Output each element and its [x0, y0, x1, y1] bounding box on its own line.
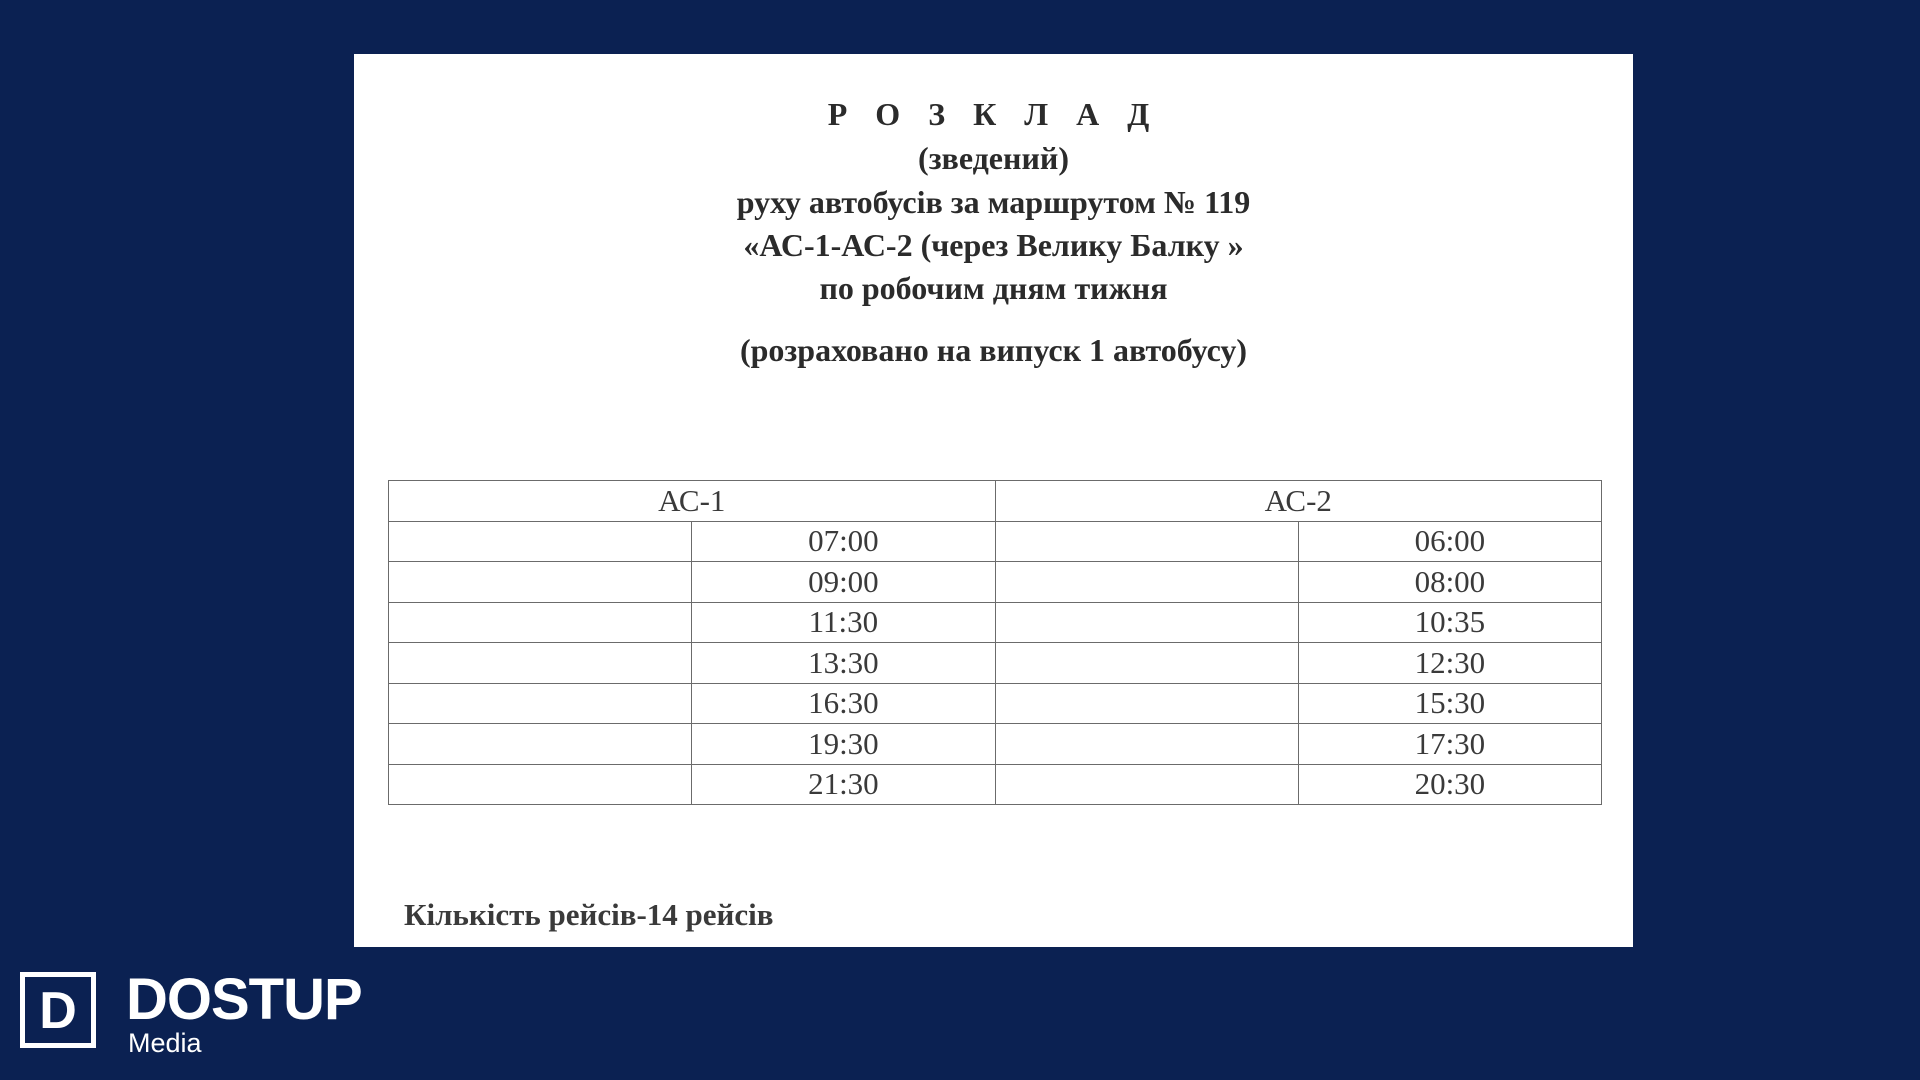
as2-time-cell: 15:30 — [1298, 683, 1601, 724]
column-header-as2: АС-2 — [995, 481, 1602, 522]
schedule-table — [388, 480, 1602, 805]
table-row — [389, 724, 1602, 765]
document-title: Р О З К Л А Д — [827, 96, 1160, 132]
table-cell-empty — [995, 724, 1298, 765]
table-row — [389, 643, 1602, 684]
logo-subtitle: Media — [128, 1028, 202, 1058]
as2-time-cell: 10:35 — [1298, 602, 1601, 643]
schedule-document — [354, 54, 1633, 947]
logo-letter-icon: D — [20, 972, 96, 1048]
as1-time-cell: 16:30 — [692, 683, 995, 724]
document-subtitle: (зведений) — [918, 140, 1069, 176]
route-description: руху автобусів за маршрутом № 119 — [736, 184, 1251, 220]
table-cell-empty — [995, 764, 1298, 805]
table-cell-empty — [995, 562, 1298, 603]
table-row — [389, 764, 1602, 805]
table-row — [389, 562, 1602, 603]
as1-time-cell: 21:30 — [692, 764, 995, 805]
as2-time-cell: 17:30 — [1298, 724, 1601, 765]
as1-time-cell: 13:30 — [692, 643, 995, 684]
table-cell-empty — [389, 562, 692, 603]
route-name: «АС-1-АС-2 (через Велику Балку » — [743, 227, 1244, 263]
as1-time-cell: 19:30 — [692, 724, 995, 765]
table-cell-empty — [389, 643, 692, 684]
table-row — [389, 602, 1602, 643]
as1-time-cell: 11:30 — [692, 602, 995, 643]
logo-wordmark: DOSTUP — [126, 967, 362, 1032]
schedule-days: по робочим дням тижня — [819, 270, 1168, 306]
table-row — [389, 683, 1602, 724]
table-cell-empty — [389, 602, 692, 643]
as2-time-cell: 12:30 — [1298, 643, 1601, 684]
as2-time-cell: 06:00 — [1298, 521, 1601, 562]
table-cell-empty — [995, 602, 1298, 643]
column-header-as1: АС-1 — [389, 481, 996, 522]
table-row — [389, 521, 1602, 562]
as1-time-cell: 09:00 — [692, 562, 995, 603]
trip-count-note: Кількість рейсів-14 рейсів — [404, 897, 774, 932]
table-cell-empty — [389, 521, 692, 562]
table-cell-empty — [389, 683, 692, 724]
table-cell-empty — [995, 521, 1298, 562]
as2-time-cell: 20:30 — [1298, 764, 1601, 805]
table-cell-empty — [995, 683, 1298, 724]
as1-time-cell: 07:00 — [692, 521, 995, 562]
table-cell-empty — [389, 724, 692, 765]
table-cell-empty — [389, 764, 692, 805]
table-header-row — [389, 481, 1602, 522]
schedule-note: (розраховано на випуск 1 автобусу) — [739, 332, 1248, 368]
table-cell-empty — [995, 643, 1298, 684]
as2-time-cell: 08:00 — [1298, 562, 1601, 603]
